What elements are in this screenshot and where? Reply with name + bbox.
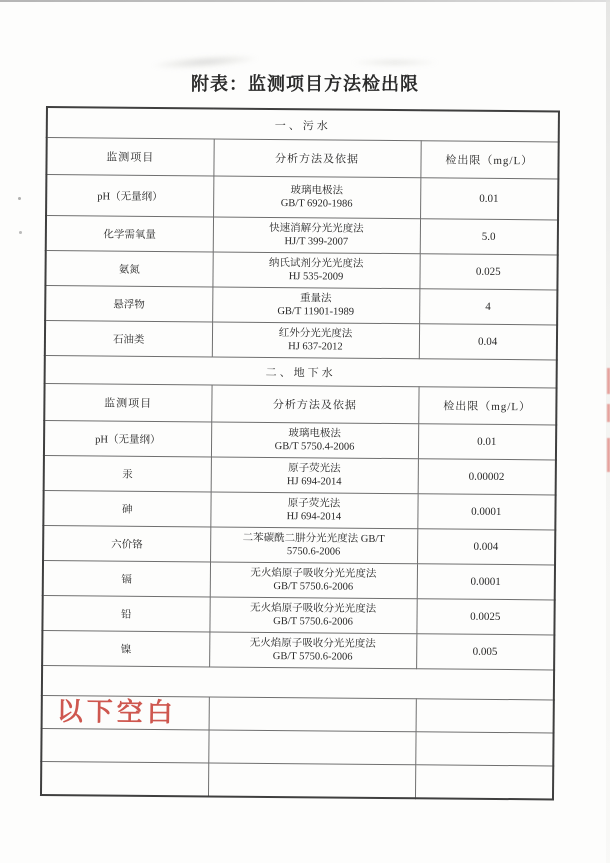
method-cell xyxy=(213,176,420,219)
data-row xyxy=(42,630,554,669)
section-title-cell: 二、地下水 xyxy=(45,355,557,387)
method-name: 原子荧光法 xyxy=(287,497,341,510)
scan-smudge xyxy=(150,52,261,72)
method-cell xyxy=(209,597,416,634)
item-cell: 汞 xyxy=(44,455,211,491)
item-cell: 镉 xyxy=(43,560,210,596)
limit-cell: 0.01 xyxy=(420,178,558,220)
empty-row xyxy=(42,695,554,732)
method-name: 原子荧光法 xyxy=(288,462,341,475)
method-standard: GB/T 5750.4-2006 xyxy=(274,441,355,453)
item-cell: 悬浮物 xyxy=(45,286,212,322)
method-cell xyxy=(211,457,418,494)
method-cell xyxy=(209,632,416,669)
method-name: 无火焰原子吸收分光光度法 xyxy=(249,637,376,650)
method-standard: HJ 694-2014 xyxy=(286,476,342,488)
method-cell xyxy=(210,492,417,529)
method-cell xyxy=(212,287,419,324)
limit-cell: 5.0 xyxy=(420,219,558,255)
empty-row xyxy=(41,761,553,799)
detection-limit-table xyxy=(40,106,560,800)
empty-cell xyxy=(41,728,208,762)
method-cell xyxy=(213,217,420,254)
section-title-cell: 一、污水 xyxy=(47,107,559,142)
method-standard: GB/T 5750.6-2006 xyxy=(273,616,353,628)
item-cell: pH（无量纲） xyxy=(46,175,213,217)
method-name: 纳氏试剂分光光度法 xyxy=(268,257,364,270)
limit-cell: 0.00002 xyxy=(418,459,556,495)
method-standard: GB/T 11901-1989 xyxy=(277,306,355,318)
limit-cell: 4 xyxy=(419,289,557,325)
item-cell: 砷 xyxy=(43,490,210,526)
page-title: 附表：监测项目方法检出限 xyxy=(191,74,419,94)
item-cell: 镍 xyxy=(42,630,209,666)
limit-cell: 0.004 xyxy=(417,529,555,565)
method-name: 无火焰原子吸收分光光度法 xyxy=(250,567,377,580)
column-header-row xyxy=(46,138,558,179)
item-cell: 六价铬 xyxy=(43,525,210,561)
method-standard: GB/T 5750.6-2006 xyxy=(273,581,354,593)
method-cell xyxy=(212,252,419,289)
empty-cell xyxy=(415,732,553,766)
empty-cell xyxy=(416,699,554,733)
column-header-cell: 监测项目 xyxy=(46,138,213,176)
item-cell: pH（无量纲） xyxy=(44,420,211,456)
empty-row xyxy=(41,728,553,765)
limit-cell: 0.04 xyxy=(419,324,557,360)
limit-cell: 0.0025 xyxy=(416,599,554,635)
column-header-cell: 监测项目 xyxy=(44,383,211,421)
data-row xyxy=(44,420,556,459)
method-name: 红外分光光度法 xyxy=(278,327,353,340)
method-standard: HJ 694-2014 xyxy=(286,511,342,523)
data-row xyxy=(45,286,557,325)
data-row xyxy=(43,525,555,564)
method-standard: HJ/T 399-2007 xyxy=(284,236,349,248)
empty-cell xyxy=(209,697,416,732)
method-standard: 5750.6-2006 xyxy=(286,546,341,558)
spacer-row xyxy=(42,665,554,699)
column-header-cell: 检出限（mg/L） xyxy=(420,141,558,179)
data-row xyxy=(46,216,558,255)
method-name: 二苯碳酰二肼分光光度法 GB/T xyxy=(242,532,385,545)
column-header-cell: 分析方法及依据 xyxy=(211,385,418,424)
column-header-cell: 分析方法及依据 xyxy=(213,139,420,178)
scan-right-edge xyxy=(606,0,610,863)
method-standard: GB/T 5750.6-2006 xyxy=(272,651,353,663)
data-row xyxy=(45,321,557,360)
scan-speck xyxy=(19,231,22,234)
method-cell xyxy=(211,422,418,459)
method-name: 玻璃电极法 xyxy=(290,184,344,197)
scan-speck xyxy=(18,197,21,200)
section-row xyxy=(45,355,557,387)
limit-cell: 0.01 xyxy=(418,424,556,460)
data-row xyxy=(43,560,555,599)
empty-cell xyxy=(41,761,208,796)
method-name: 玻璃电极法 xyxy=(288,427,341,440)
data-row xyxy=(42,595,554,634)
data-row xyxy=(43,490,555,529)
limit-cell: 0.0001 xyxy=(417,564,555,600)
empty-cell xyxy=(415,765,553,800)
method-cell xyxy=(210,527,417,564)
section-row xyxy=(47,107,559,142)
data-row xyxy=(46,175,558,220)
method-standard: HJ 535-2009 xyxy=(288,271,344,283)
limit-cell: 0.025 xyxy=(419,254,557,290)
data-row xyxy=(44,455,556,494)
column-header-cell: 检出限（mg/L） xyxy=(418,387,556,425)
method-standard: GB/T 6920-1986 xyxy=(280,198,353,210)
method-name: 快速消解分光光度法 xyxy=(269,222,364,235)
item-cell: 氨氮 xyxy=(45,251,212,287)
spacer-cell xyxy=(42,665,554,699)
item-cell: 化学需氧量 xyxy=(46,216,213,252)
empty-cell xyxy=(208,730,415,765)
method-standard: HJ 637-2012 xyxy=(288,341,343,353)
limit-cell: 0.005 xyxy=(416,634,554,670)
limit-cell: 0.0001 xyxy=(417,494,555,530)
scan-top-edge xyxy=(0,0,610,2)
column-header-row xyxy=(44,383,556,424)
method-name: 重量法 xyxy=(300,292,332,304)
method-cell xyxy=(212,322,419,359)
scan-smudge xyxy=(350,58,440,67)
empty-cell xyxy=(42,695,209,729)
item-cell: 石油类 xyxy=(45,321,212,357)
item-cell: 铅 xyxy=(42,595,209,631)
method-cell xyxy=(210,562,417,599)
method-name: 无火焰原子吸收分光光度法 xyxy=(250,602,377,615)
blank-below-stamp: 以下空白 xyxy=(56,696,177,728)
detection-table-body xyxy=(41,107,559,799)
data-row xyxy=(45,251,557,290)
empty-cell xyxy=(208,763,415,798)
